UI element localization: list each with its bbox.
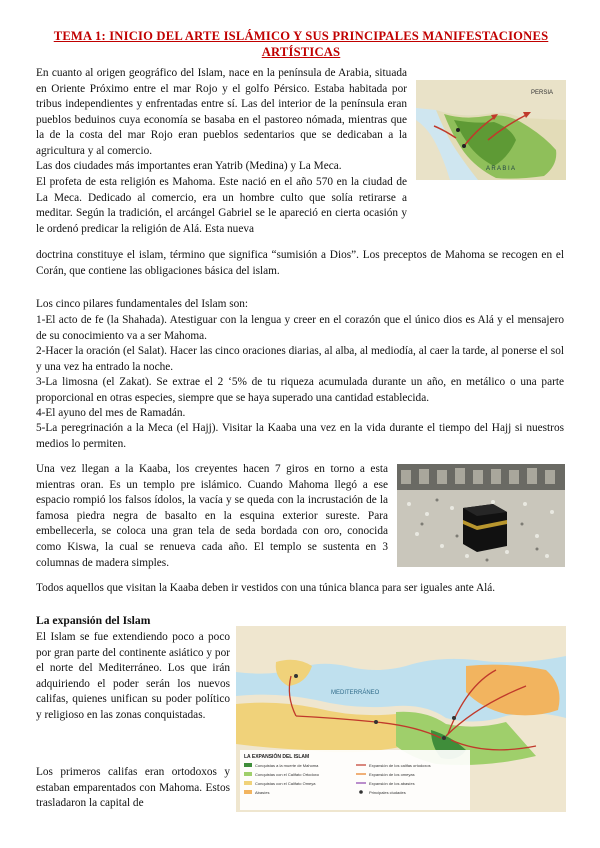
kaaba-photo [397, 464, 565, 567]
legend-item-6: Expansión de los omeyas [369, 772, 415, 777]
legend-item-7: Expansión de los abasíes [369, 781, 415, 786]
persia-label: PERSIA [531, 90, 554, 96]
legend-item-5: Expansión de los califas ortodoxos [369, 763, 431, 768]
intro-paragraph-prophet: El profeta de esta religión es Mahoma. Este nació en el año 570 en la ciudad de La Meca. Dedicado al comercio, era un hombre culto que solía retirarse a meditar. Según la tradición, el arcángel Gabriel se le apareció en cierta ocasión y le ordenó predicar la religión de Alá. Esta nueva [36, 176, 407, 235]
kaaba-paragraph: Una vez llegan a la Kaaba, los creyentes hacen 7 giros en torno a esta mientras oran. Es un templo pre islámico. Cuando Mahoma llegó a ese espacio rompió los falsos ídolos, la vacía y se queda con la incrustación de la famosa piedra negra de basalto en la esquina exterior sureste. Para embellecerla, se coloca una gran tela de seda bordada con oro, conocida como Kiswa, la cual se renueva cada año. El templo se sustenta en 3 columnas de madera simples. [36, 463, 388, 569]
arabia-label: A R A B I A [486, 166, 516, 172]
legend-item-2: Conquistas con el Califato Ortodoxo [255, 772, 320, 777]
pillar-1: 1-El acto de fe (la Shahada). Atestiguar con la lengua y creer en el corazón que el único dios es Alá y el mensajero de su conocimiento va a ser Mahoma. [36, 314, 564, 342]
kaaba-closing: Todos aquellos que visitan la Kaaba deben ir vestidos con una túnica blanca para ser iguales ante Alá. [36, 582, 496, 594]
arabia-map-image [416, 80, 566, 180]
expansion-paragraph-2: Los primeros califas eran ortodoxos y estaban emparentados con Mahoma. Estos trasladaron la capital de [36, 766, 230, 810]
document-title: TEMA 1: INICIO DEL ARTE ISLÁMICO Y SUS PRINCIPALES MANIFESTACIONES ARTÍSTICAS [53, 29, 549, 59]
mediterranean-label: MEDITERRÁNEO [331, 690, 380, 696]
pillar-3: 3-La limosna (el Zakat). Se extrae el 2 ‘5% de tu riqueza acumulada durante un año, en metálico o una parte proporcional en otras especies, siempre que se haya superado una cantidad establecida. [36, 376, 564, 404]
expansion-heading: La expansión del Islam [36, 614, 151, 627]
legend-item-1: Conquistas a la muerte de Mahoma [255, 763, 319, 768]
pillars-heading: Los cinco pilares fundamentales del Islam son: [36, 298, 249, 310]
legend-item-3: Conquistas con el Califato Omeya [255, 781, 316, 786]
legend-item-4: Abasíes [255, 790, 270, 795]
expansion-paragraph-1: El Islam se fue extendiendo poco a poco por gran parte del continente asiático y por el norte del Mediterráneo. Los que irán adquiriendo el poder serán los nuevos califas, quienes unifican su poder político y religioso en las zonas conquistadas. [36, 631, 230, 721]
intro-paragraph-doctrine: doctrina constituye el islam, término que significa “sumisión a Dios”. Los preceptos de Mahoma se recogen en el Corán, que contiene las obligaciones básica del islam. [36, 249, 564, 277]
legend-title: LA EXPANSIÓN DEL ISLAM [244, 754, 310, 760]
intro-paragraph-cities: Las dos ciudades más importantes eran Yatrib (Medina) y La Meca. [36, 160, 342, 172]
pillar-5: 5-La peregrinación a la Meca (el Hajj). Visitar la Kaaba una vez en la vida durante el tiempo del Hajj si nuestros medios lo permiten. [36, 422, 564, 450]
intro-paragraph-origin: En cuanto al origen geográfico del Islam, nace en la península de Arabia, situada en Oriente Próximo entre el mar Rojo y el golfo Pérsico. Estaba habitada por tribus independientes y enfrentadas entre sí. Las del interior de la península eran pueblos beduinos cuya economía se basaba en el pastoreo nómada, mientras que la de la costa del mar Rojo eran pueblos sedentarios que se dedicaban a la agricultura y al comercio. [36, 67, 407, 157]
pillar-2: 2-Hacer la oración (el Salat). Hacer las cinco oraciones diarias, al alba, al mediodía, al caer la tarde, al ponerse el sol y una vez ha entrado la noche. [36, 345, 564, 373]
pillar-4: 4-El ayuno del mes de Ramadán. [36, 407, 186, 419]
expansion-map-image [236, 626, 566, 812]
legend-item-8: Principales ciudades [369, 790, 406, 795]
